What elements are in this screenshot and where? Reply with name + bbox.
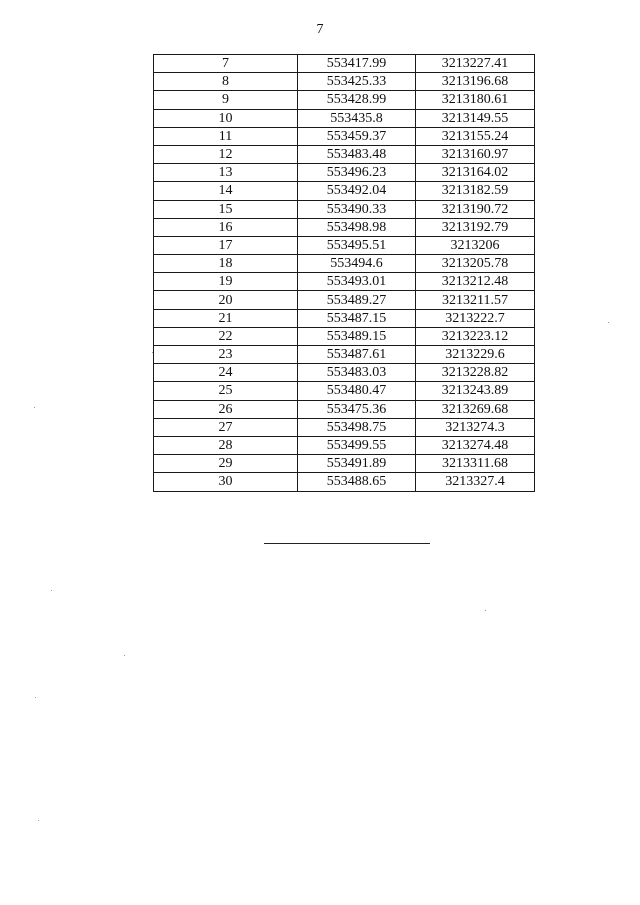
coordinates-table-body (154, 55, 535, 492)
y-coordinate-cell: 3213222.7 (416, 309, 535, 327)
table-row (154, 327, 535, 345)
scan-speck (35, 697, 36, 698)
table-row (154, 73, 535, 91)
table-row (154, 236, 535, 254)
point-number-cell: 19 (154, 273, 298, 291)
y-coordinate-cell: 3213274.3 (416, 418, 535, 436)
point-number-cell: 17 (154, 236, 298, 254)
y-coordinate-cell: 3213311.68 (416, 455, 535, 473)
y-coordinate-cell: 3213227.41 (416, 55, 535, 73)
x-coordinate-cell: 553480.47 (298, 382, 416, 400)
table-row (154, 164, 535, 182)
y-coordinate-cell: 3213327.4 (416, 473, 535, 491)
y-coordinate-cell: 3213196.68 (416, 73, 535, 91)
x-coordinate-cell: 553425.33 (298, 73, 416, 91)
end-of-section-rule (264, 543, 430, 544)
y-coordinate-cell: 3213228.82 (416, 364, 535, 382)
y-coordinate-cell: 3213243.89 (416, 382, 535, 400)
table-row (154, 145, 535, 163)
y-coordinate-cell: 3213192.79 (416, 218, 535, 236)
y-coordinate-cell: 3213206 (416, 236, 535, 254)
x-coordinate-cell: 553417.99 (298, 55, 416, 73)
point-number-cell: 30 (154, 473, 298, 491)
x-coordinate-cell: 553435.8 (298, 109, 416, 127)
point-number-cell: 8 (154, 73, 298, 91)
x-coordinate-cell: 553489.27 (298, 291, 416, 309)
x-coordinate-cell: 553483.03 (298, 364, 416, 382)
table-row (154, 273, 535, 291)
x-coordinate-cell: 553483.48 (298, 145, 416, 163)
table-row (154, 418, 535, 436)
point-number-cell: 28 (154, 436, 298, 454)
x-coordinate-cell: 553491.89 (298, 455, 416, 473)
table-row (154, 309, 535, 327)
point-number-cell: 14 (154, 182, 298, 200)
x-coordinate-cell: 553498.75 (298, 418, 416, 436)
point-number-cell: 15 (154, 200, 298, 218)
y-coordinate-cell: 3213155.24 (416, 127, 535, 145)
y-coordinate-cell: 3213211.57 (416, 291, 535, 309)
point-number-cell: 22 (154, 327, 298, 345)
point-number-cell: 13 (154, 164, 298, 182)
coordinates-table (153, 54, 535, 492)
y-coordinate-cell: 3213190.72 (416, 200, 535, 218)
point-number-cell: 23 (154, 346, 298, 364)
y-coordinate-cell: 3213223.12 (416, 327, 535, 345)
scan-speck (485, 610, 486, 611)
y-coordinate-cell: 3213274.48 (416, 436, 535, 454)
table-row (154, 455, 535, 473)
x-coordinate-cell: 553428.99 (298, 91, 416, 109)
table-row (154, 473, 535, 491)
x-coordinate-cell: 553487.15 (298, 309, 416, 327)
table-row (154, 255, 535, 273)
page-number: 7 (316, 22, 324, 37)
scan-speck (51, 590, 52, 591)
x-coordinate-cell: 553492.04 (298, 182, 416, 200)
point-number-cell: 11 (154, 127, 298, 145)
point-number-cell: 18 (154, 255, 298, 273)
table-row (154, 218, 535, 236)
point-number-cell: 9 (154, 91, 298, 109)
table-row (154, 200, 535, 218)
x-coordinate-cell: 553488.65 (298, 473, 416, 491)
y-coordinate-cell: 3213269.68 (416, 400, 535, 418)
point-number-cell: 20 (154, 291, 298, 309)
table-row (154, 127, 535, 145)
point-number-cell: 12 (154, 145, 298, 163)
point-number-cell: 10 (154, 109, 298, 127)
point-number-cell: 7 (154, 55, 298, 73)
point-number-cell: 21 (154, 309, 298, 327)
table-row (154, 109, 535, 127)
table-row (154, 364, 535, 382)
table-row (154, 291, 535, 309)
y-coordinate-cell: 3213164.02 (416, 164, 535, 182)
table-row (154, 436, 535, 454)
y-coordinate-cell: 3213180.61 (416, 91, 535, 109)
x-coordinate-cell: 553490.33 (298, 200, 416, 218)
point-number-cell: 25 (154, 382, 298, 400)
point-number-cell: 27 (154, 418, 298, 436)
scan-speck (34, 407, 35, 408)
table-row (154, 91, 535, 109)
y-coordinate-cell: 3213160.97 (416, 145, 535, 163)
table-row (154, 382, 535, 400)
y-coordinate-cell: 3213149.55 (416, 109, 535, 127)
y-coordinate-cell: 3213182.59 (416, 182, 535, 200)
y-coordinate-cell: 3213205.78 (416, 255, 535, 273)
point-number-cell: 16 (154, 218, 298, 236)
y-coordinate-cell: 3213229.6 (416, 346, 535, 364)
x-coordinate-cell: 553498.98 (298, 218, 416, 236)
table-row (154, 182, 535, 200)
scan-speck (38, 820, 39, 821)
x-coordinate-cell: 553499.55 (298, 436, 416, 454)
x-coordinate-cell: 553493.01 (298, 273, 416, 291)
scan-speck (608, 322, 609, 323)
point-number-cell: 29 (154, 455, 298, 473)
table-row (154, 55, 535, 73)
point-number-cell: 26 (154, 400, 298, 418)
point-number-cell: 24 (154, 364, 298, 382)
x-coordinate-cell: 553495.51 (298, 236, 416, 254)
table-row (154, 346, 535, 364)
table-row (154, 400, 535, 418)
x-coordinate-cell: 553494.6 (298, 255, 416, 273)
x-coordinate-cell: 553459.37 (298, 127, 416, 145)
x-coordinate-cell: 553496.23 (298, 164, 416, 182)
x-coordinate-cell: 553475.36 (298, 400, 416, 418)
x-coordinate-cell: 553489.15 (298, 327, 416, 345)
scan-speck (152, 352, 153, 353)
x-coordinate-cell: 553487.61 (298, 346, 416, 364)
y-coordinate-cell: 3213212.48 (416, 273, 535, 291)
scan-speck (124, 655, 125, 656)
